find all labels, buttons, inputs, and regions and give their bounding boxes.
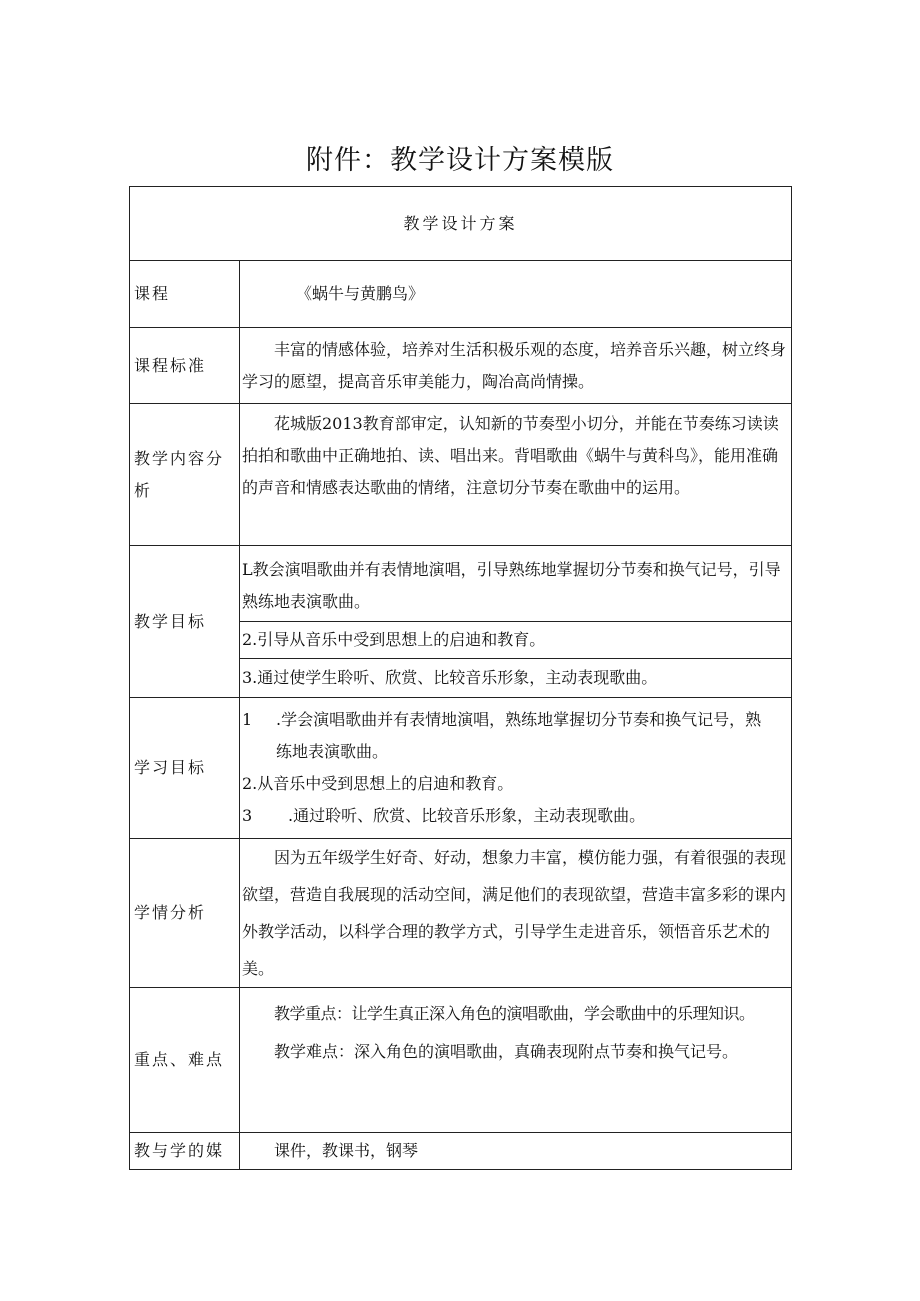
learning-goal-text: .通过聆听、欣赏、比较音乐形象，主动表现歌曲。 [288,806,646,825]
standard-row [130,328,792,404]
learning-goal-number: 1 [242,710,253,729]
learner-analysis-row [130,839,792,988]
learning-goals-row [130,698,792,839]
media-label: 教与学的媒 [130,1133,240,1170]
learning-goal-item [242,704,789,736]
standard-text: 丰富的情感体验，培养对生活积极乐观的态度，培养音乐兴趣，树立终身学习的愿望，提高音乐审美能力，陶冶高尚情操。 [240,328,792,404]
learning-goal-number: 3 [242,806,253,825]
teaching-goals-cell [240,546,792,698]
learning-goal-continuation: 练地表演歌曲。 [276,742,389,761]
table-header: 教学设计方案 [130,187,792,261]
teaching-goals-label: 教学目标 [130,546,240,698]
teaching-goal-item: L教会演唱歌曲并有表情地演唱，引导熟练地掌握切分节奏和换气记号，引导熟练地表演歌曲。 [242,560,781,611]
key-points-cell [240,988,792,1133]
learning-goal-item: 2.从音乐中受到思想上的启迪和教育。 [242,774,514,793]
media-row [130,1133,792,1170]
table-header-row [130,187,792,261]
learning-goals-label: 学习目标 [130,698,240,839]
learner-analysis-label: 学情分析 [130,839,240,988]
content-analysis-text: 花城版2013教育部审定，认知新的节奏型小切分，并能在节奏练习读读拍拍和歌曲中正确地拍、读、唱出来。背唱歌曲《蜗牛与黄科鸟》，能用准确的声音和情感表达歌曲的情绪，注意切分节奏在歌曲中的运用。 [240,404,792,546]
difficulty-text: 教学难点：深入角色的演唱歌曲，真确表现附点节奏和换气记号。 [274,1042,739,1061]
content-analysis-label: 教学内容分析 [130,404,240,546]
learning-goal-item [242,800,789,832]
key-points-label: 重点、难点 [130,988,240,1133]
teaching-goal-item: 3.通过使学生聆听、欣赏、比较音乐形象，主动表现歌曲。 [240,658,791,697]
teaching-goal-item: 2.引导从音乐中受到思想上的启迪和教育。 [240,621,791,658]
course-row [130,261,792,328]
lesson-plan-table [129,186,792,1170]
key-points-row [130,988,792,1133]
learning-goal-text: .学会演唱歌曲并有表情地演唱，熟练地掌握切分节奏和换气记号，熟 [276,710,762,729]
standard-label: 课程标准 [130,328,240,404]
course-value: 《蜗牛与黄鹏鸟》 [240,261,792,328]
course-label: 课程 [130,261,240,328]
key-point-text: 教学重点：让学生真正深入角色的演唱歌曲，学会歌曲中的乐理知识。 [274,1004,755,1023]
learning-goals-cell [240,698,792,839]
page-title: 附件：教学设计方案模版 [306,145,614,176]
media-value: 课件，教课书，钢琴 [240,1133,792,1170]
learner-analysis-text: 因为五年级学生好奇、好动，想象力丰富，模仿能力强，有着很强的表现欲望，营造自我展现的活动空间，满足他们的表现欲望，营造丰富多彩的课内外教学活动，以科学合理的教学方式，引导学生走进音乐，领悟音乐艺术的美。 [240,839,792,988]
teaching-goals-row [130,546,792,698]
content-analysis-row [130,404,792,546]
